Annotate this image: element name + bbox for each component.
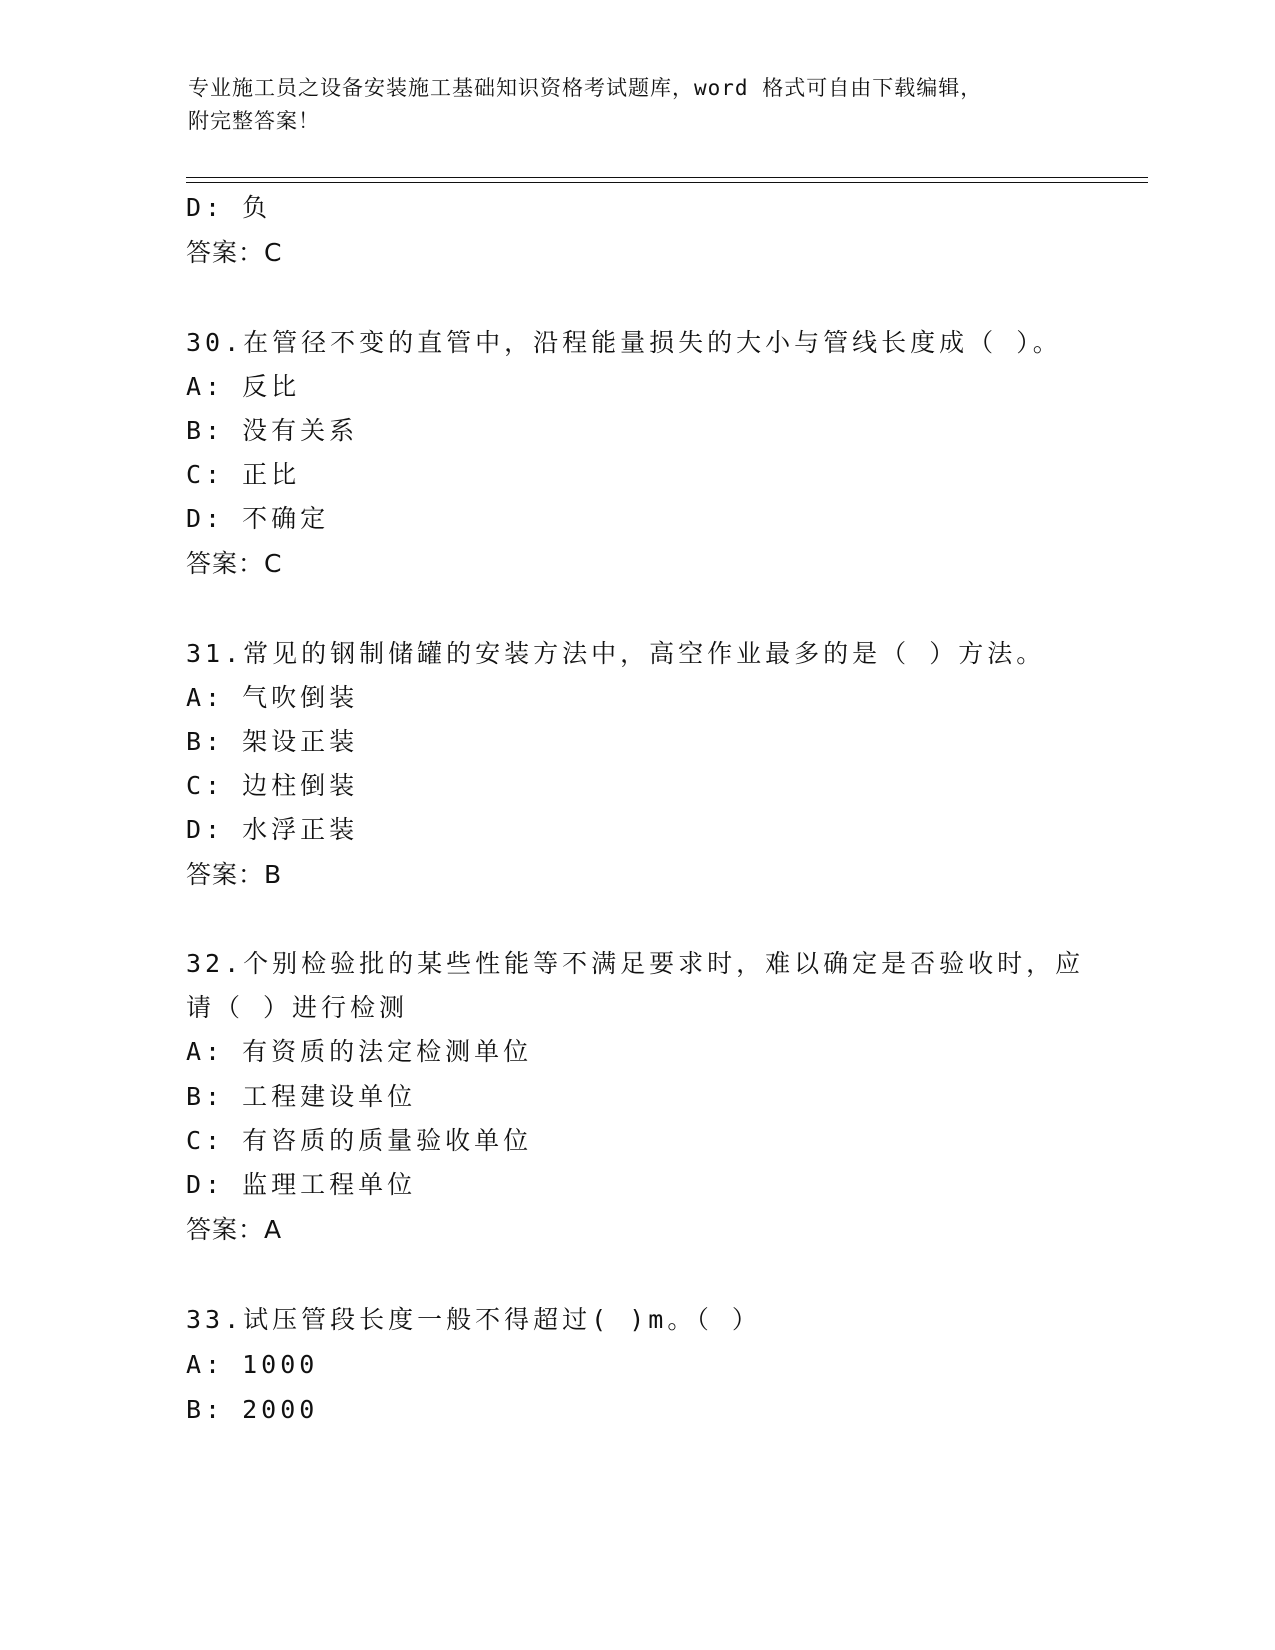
option-letter: A:	[186, 1037, 225, 1066]
option-letter: A:	[186, 372, 225, 401]
option-a	[186, 372, 300, 402]
option-letter: B:	[186, 727, 225, 756]
header-divider-top	[186, 177, 1148, 178]
option-text: 有资质的法定检测单位	[242, 1037, 533, 1066]
question-31	[186, 639, 1045, 669]
option-letter: D:	[186, 815, 225, 844]
option-c	[186, 1126, 532, 1156]
option-letter: A:	[186, 683, 225, 712]
option-d	[186, 193, 271, 223]
option-b	[186, 1395, 318, 1425]
option-d	[186, 1170, 416, 1200]
option-text: 气吹倒装	[242, 683, 359, 712]
question-text: 常见的钢制储罐的安装方法中，高空作业最多的是（ ）方法。	[243, 639, 1046, 668]
option-letter: B:	[186, 1082, 225, 1111]
header-line-2: 附完整答案！	[188, 109, 320, 133]
option-text: 监理工程单位	[242, 1170, 417, 1199]
option-a	[186, 683, 358, 713]
option-text: 水浮正装	[242, 815, 359, 844]
option-text: 1000	[242, 1350, 319, 1379]
question-number: 31.	[186, 639, 244, 668]
question-number: 30.	[186, 328, 244, 357]
answer: 答案：A	[186, 1215, 283, 1244]
option-letter: D:	[186, 1170, 225, 1199]
option-d	[186, 504, 329, 534]
answer: 答案：C	[186, 549, 283, 578]
option-text: 工程建设单位	[242, 1082, 417, 1111]
question-text: 个别检验批的某些性能等不满足要求时，难以确定是否验收时，应	[243, 949, 1085, 978]
question-text: 试压管段长度一般不得超过( )m。（ ）	[243, 1305, 761, 1334]
header-divider-bottom	[186, 182, 1148, 183]
question-32	[186, 949, 1084, 979]
option-letter: C:	[186, 1126, 225, 1155]
question-number: 33.	[186, 1305, 244, 1334]
option-c	[186, 771, 358, 801]
option-text: 架设正装	[242, 727, 359, 756]
option-letter: D:	[186, 193, 225, 222]
option-text: 有咨质的质量验收单位	[242, 1126, 533, 1155]
option-letter: C:	[186, 771, 225, 800]
option-text: 边柱倒装	[242, 771, 359, 800]
answer: 答案：B	[186, 860, 283, 889]
question-text: 在管径不变的直管中，沿程能量损失的大小与管线长度成（ ）。	[243, 328, 1062, 357]
option-text: 没有关系	[242, 416, 359, 445]
option-letter: A:	[186, 1350, 225, 1379]
option-b	[186, 727, 358, 757]
header-line-1: 专业施工员之设备安装施工基础知识资格考试题库，word 格式可自由下载编辑，	[188, 76, 983, 100]
option-b	[186, 1082, 416, 1112]
option-letter: C:	[186, 460, 225, 489]
option-a	[186, 1350, 318, 1380]
option-text: 反比	[242, 372, 301, 401]
option-letter: B:	[186, 416, 225, 445]
option-letter: B:	[186, 1395, 225, 1424]
option-text: 负	[242, 193, 272, 222]
question-number: 32.	[186, 949, 244, 978]
question-text-continued: 请（ ）进行检测	[186, 993, 409, 1022]
option-c	[186, 460, 300, 490]
document-header	[188, 72, 1068, 138]
option-b	[186, 416, 358, 446]
option-text: 不确定	[242, 504, 330, 533]
option-text: 2000	[242, 1395, 319, 1424]
option-d	[186, 815, 358, 845]
answer: 答案：C	[186, 238, 283, 267]
option-text: 正比	[242, 460, 301, 489]
option-a	[186, 1037, 532, 1067]
option-letter: D:	[186, 504, 225, 533]
question-33	[186, 1305, 761, 1335]
question-30	[186, 328, 1062, 358]
